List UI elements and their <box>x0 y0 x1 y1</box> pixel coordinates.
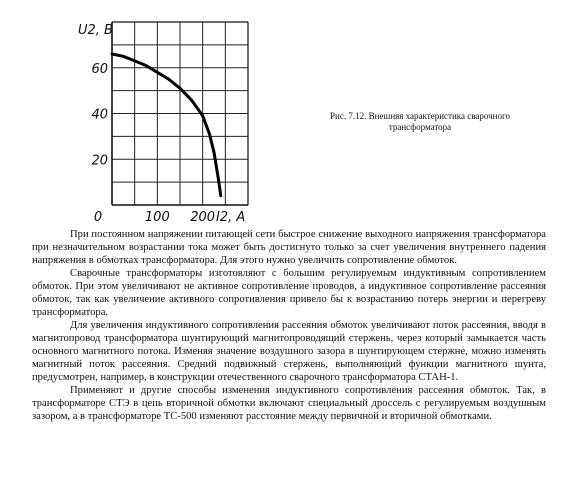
x-tick-label: 0 <box>93 210 103 225</box>
body-text <box>32 228 546 423</box>
paragraph-4: Применяют и другие способы изменения индуктивного сопротивления рассеяния обмоток. Так, в трансформаторе СТЭ в цепь вторичной обмотки включают специальный дроссель с регулируемым воздушным зазором, а в трансформаторе ТС-500 изменяют расстояние между первичной и вторичной обмотками. <box>32 385 546 422</box>
chart-series <box>112 54 221 196</box>
chart-tick-labels <box>91 62 215 225</box>
paragraph-3: Для увеличения индуктивного сопротивления рассеяния обмоток увеличивают поток рассеяния, вводя в магнитопровод трансформатора шунтирующий магнитопроводящий стержень, через который замыкается часть основного магнитного потока. Изменяя значение воздушного зазора в шунтирующем стержне, можно изменять магнитный поток рассеяния. Средний подвижный стержень, выполняющий функции магнитного шунта, предусмотрен, например, в конструкции отечественного сварочного трансформатора СТАН-1. <box>32 320 546 383</box>
x-tick-label: 100 <box>144 210 170 225</box>
series-line <box>112 54 221 196</box>
figure <box>70 14 260 229</box>
y-tick-label: 40 <box>91 107 108 123</box>
chart-grid <box>112 22 248 205</box>
x-tick-label: 200 <box>190 210 216 225</box>
paragraph-1: При постоянном напряжении питающей сети быстрое снижение выходного напряжения трансформатора при незначительном возрастании тока может быть достигнуто только за счет увеличения внутреннего падения напряжения в обмотках трансформатора. Для этого нужно увеличить сопротивление обмоток. <box>32 229 546 266</box>
y-tick-label: 20 <box>91 153 108 169</box>
y-axis-label: U2, B <box>78 23 113 38</box>
x-axis-label: I2, A <box>216 210 246 225</box>
y-tick-label: 60 <box>91 61 108 77</box>
paragraph-2: Сварочные трансформаторы изготовляют с большим регулируемым индуктивным сопротивлением обмоток. При этом увеличивают не активное сопротивление проводов, а индуктивное сопротивление рассеяния обмоток, так как увеличение активного сопротивления привело бы к возрастанию потерь энергии и перегреву трансформатора. <box>32 268 546 318</box>
characteristic-chart <box>70 14 260 229</box>
figure-caption: Рис. 7.12. Внешняя характеристика сварочного трансформатора <box>330 111 510 132</box>
